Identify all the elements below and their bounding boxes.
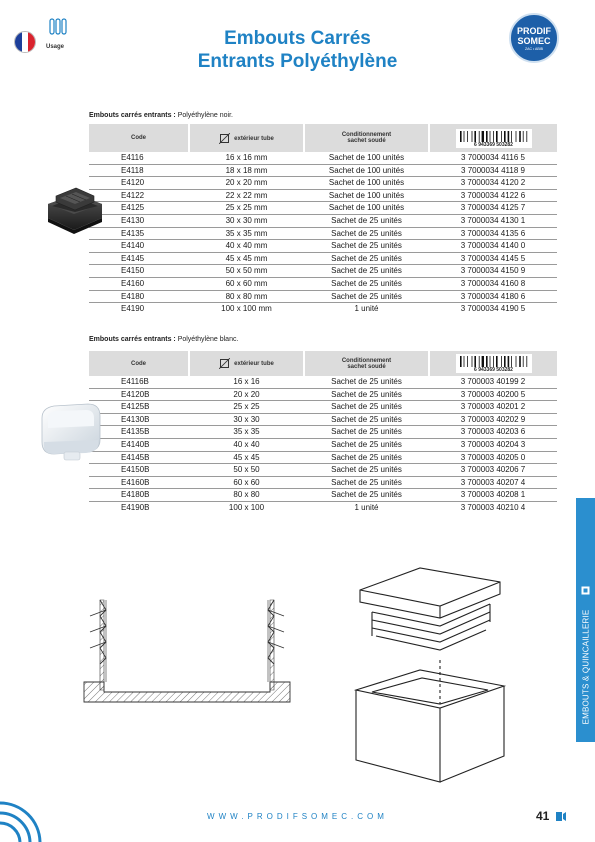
code-cell: E4130 xyxy=(89,214,189,227)
pack-cell: Sachet de 25 unités xyxy=(304,438,429,451)
code-cell: E4125B xyxy=(89,401,189,414)
pack-cell: Sachet de 25 unités xyxy=(304,290,429,303)
code-cell: E4180B xyxy=(89,489,189,502)
size-cell: 18 x 18 mm xyxy=(189,164,304,177)
size-cell: 20 x 20 xyxy=(189,388,304,401)
col-header-cond-line2: sachet soudé xyxy=(347,138,386,144)
section-heading-rest: Polyéthylène blanc. xyxy=(175,336,239,343)
size-cell: 100 x 100 xyxy=(228,502,265,512)
code-cell: E4145B xyxy=(89,451,189,464)
table-row xyxy=(89,177,557,190)
ean-cell: 3 700003 40204 3 xyxy=(429,438,557,451)
size-cell: 35 x 35 xyxy=(189,426,304,439)
size-cell: 30 x 30 xyxy=(189,413,304,426)
ean-cell: 3 700003 40203 6 xyxy=(429,426,557,439)
tube-outer-icon xyxy=(219,133,230,144)
pack-cell: Sachet de 100 unités xyxy=(304,164,429,177)
ean-cell: 3 700003 40200 5 xyxy=(429,388,557,401)
size-cell: 80 x 80 xyxy=(189,489,304,502)
size-cell: 16 x 16 mm xyxy=(189,152,304,164)
code-cell: E4135 xyxy=(89,227,189,240)
logo-line2: SOMEC xyxy=(517,36,551,46)
section-heading-bold: Embouts carrés entrants : xyxy=(89,112,176,119)
page-marker-icon xyxy=(556,812,566,821)
code-cell: E4140 xyxy=(89,240,189,253)
code-cell: E4118 xyxy=(89,164,189,177)
size-cell: 25 x 25 xyxy=(189,401,304,414)
table-row xyxy=(89,189,557,202)
table-row xyxy=(89,214,557,227)
size-cell: 45 x 45 xyxy=(189,451,304,464)
section-heading-black xyxy=(89,112,233,119)
ean-cell: 3 7000034 4160 8 xyxy=(429,277,557,290)
table-row xyxy=(89,164,557,177)
logo-line3: ZAC • ABIB xyxy=(525,47,543,51)
col-header-tube xyxy=(189,124,304,152)
pack-cell: Sachet de 25 unités xyxy=(304,464,429,477)
pack-cell: Sachet de 25 unités xyxy=(304,489,429,502)
table-row xyxy=(89,413,557,426)
barcode-number: 6 943369 503282 xyxy=(474,367,513,373)
code-cell: E4120B xyxy=(89,388,189,401)
table-row xyxy=(89,501,557,513)
ean-cell: 3 7000034 4125 7 xyxy=(429,202,557,215)
table-row xyxy=(89,476,557,489)
size-cell: 16 x 16 xyxy=(189,376,304,388)
table-row xyxy=(89,401,557,414)
prodif-somec-logo xyxy=(509,13,559,63)
ean-cell: 3 7000034 4150 9 xyxy=(429,265,557,278)
ean-cell: 3 7000034 4190 5 xyxy=(460,304,526,314)
category-side-tab xyxy=(576,498,595,742)
technical-drawings xyxy=(60,560,530,790)
table-row xyxy=(89,290,557,303)
section-heading-white xyxy=(89,336,238,343)
exploded-3d-drawing xyxy=(356,568,504,782)
ean-cell: 3 7000034 4122 6 xyxy=(429,189,557,202)
pack-cell: 1 unité xyxy=(354,502,379,512)
tube-outer-icon xyxy=(219,358,230,369)
table-row xyxy=(89,277,557,290)
pack-cell: Sachet de 100 unités xyxy=(304,189,429,202)
section-heading-rest: Polyéthylène noir. xyxy=(175,112,233,119)
size-cell: 60 x 60 xyxy=(189,476,304,489)
size-cell: 45 x 45 mm xyxy=(189,252,304,265)
size-cell: 100 x 100 mm xyxy=(221,304,272,314)
pack-cell: Sachet de 25 unités xyxy=(304,401,429,414)
ean-cell: 3 700003 40199 2 xyxy=(429,376,557,388)
col-header-tube xyxy=(189,351,304,376)
pack-cell: Sachet de 25 unités xyxy=(304,388,429,401)
pack-cell: 1 unité xyxy=(354,304,379,314)
code-cell: E4116B xyxy=(89,376,189,388)
barcode-number: 6 943369 503282 xyxy=(474,141,513,148)
barcode-icon xyxy=(456,129,532,148)
ean-cell: 3 700003 40202 9 xyxy=(429,413,557,426)
category-label: EMBOUTS & QUINCAILLERIE xyxy=(581,609,590,725)
table-row xyxy=(89,464,557,477)
table-row xyxy=(89,376,557,388)
ean-cell: 3 7000034 4120 2 xyxy=(429,177,557,190)
ean-cell: 3 700003 40206 7 xyxy=(429,464,557,477)
pack-cell: Sachet de 25 unités xyxy=(304,451,429,464)
size-cell: 35 x 35 mm xyxy=(189,227,304,240)
col-header-code: Code xyxy=(89,124,189,152)
code-cell: E4180 xyxy=(89,290,189,303)
ean-cell: 3 7000034 4140 0 xyxy=(429,240,557,253)
code-cell: E4116 xyxy=(89,152,189,164)
ean-cell: 3 700003 40210 4 xyxy=(460,502,526,512)
pack-cell: Sachet de 25 unités xyxy=(304,426,429,439)
code-cell: E4122 xyxy=(89,189,189,202)
ean-cell: 3 700003 40205 0 xyxy=(429,451,557,464)
size-cell: 60 x 60 mm xyxy=(189,277,304,290)
table-row xyxy=(89,426,557,439)
table-row xyxy=(89,438,557,451)
col-header-code: Code xyxy=(89,351,189,376)
code-cell: E4150 xyxy=(89,265,189,278)
white-end-cap-photo xyxy=(36,396,106,466)
code-cell: E4140B xyxy=(89,438,189,451)
table-row xyxy=(89,227,557,240)
size-cell: 50 x 50 mm xyxy=(189,265,304,278)
usage-label: Usage xyxy=(46,44,65,50)
size-cell: 80 x 80 mm xyxy=(189,290,304,303)
table-row xyxy=(89,240,557,253)
ean-cell: 3 700003 40208 1 xyxy=(429,489,557,502)
category-icon xyxy=(581,586,590,595)
col-header-tube-label: extérieur tube xyxy=(234,135,274,142)
pack-cell: Sachet de 25 unités xyxy=(304,265,429,278)
code-cell: E4120 xyxy=(89,177,189,190)
ean-cell: 3 7000034 4130 1 xyxy=(429,214,557,227)
black-end-cap-photo xyxy=(40,178,106,246)
product-table-white xyxy=(89,351,557,514)
table-row xyxy=(89,252,557,265)
ean-cell: 3 700003 40201 2 xyxy=(429,401,557,414)
size-cell: 22 x 22 mm xyxy=(189,189,304,202)
size-cell: 25 x 25 mm xyxy=(189,202,304,215)
table-row xyxy=(89,451,557,464)
table-row xyxy=(89,202,557,215)
col-header-conditionnement xyxy=(304,124,429,152)
table-row xyxy=(89,152,557,164)
logo-line1: PRODIF xyxy=(516,26,551,36)
code-cell: E4130B xyxy=(89,413,189,426)
code-cell: E4160 xyxy=(89,277,189,290)
pack-cell: Sachet de 25 unités xyxy=(304,376,429,388)
table-row xyxy=(89,388,557,401)
page-title-line2: Entrants Polyéthylène xyxy=(197,51,398,72)
col-header-cond-line1: Conditionnement xyxy=(341,357,392,364)
col-header-barcode xyxy=(429,124,557,152)
code-cell: E4160B xyxy=(89,476,189,489)
pack-cell: Sachet de 25 unités xyxy=(304,277,429,290)
website-link[interactable]: WWW.PRODIFSOMEC.COM xyxy=(207,812,388,821)
pack-cell: Sachet de 100 unités xyxy=(304,152,429,164)
barcode-icon xyxy=(456,354,532,373)
pack-cell: Sachet de 25 unités xyxy=(304,214,429,227)
col-header-cond-line2: sachet soudé xyxy=(347,363,386,370)
col-header-tube-label: extérieur tube xyxy=(234,361,274,368)
ean-cell: 3 7000034 4180 6 xyxy=(429,290,557,303)
pack-cell: Sachet de 100 unités xyxy=(304,177,429,190)
ean-cell: 3 7000034 4135 6 xyxy=(429,227,557,240)
code-cell: E4190B xyxy=(121,502,150,512)
ean-cell: 3 7000034 4145 5 xyxy=(429,252,557,265)
page-title-line1: Embouts Carrés xyxy=(224,28,371,49)
code-cell: E4145 xyxy=(89,252,189,265)
code-cell: E4135B xyxy=(89,426,189,439)
pack-cell: Sachet de 100 unités xyxy=(304,202,429,215)
table-row xyxy=(89,265,557,278)
size-cell: 20 x 20 mm xyxy=(189,177,304,190)
pack-cell: Sachet de 25 unités xyxy=(304,476,429,489)
ean-cell: 3 7000034 4116 5 xyxy=(429,152,557,164)
col-header-barcode xyxy=(429,351,557,376)
pack-cell: Sachet de 25 unités xyxy=(304,252,429,265)
page-number: 41 xyxy=(536,809,550,823)
size-cell: 40 x 40 xyxy=(189,438,304,451)
pack-cell: Sachet de 25 unités xyxy=(304,240,429,253)
size-cell: 30 x 30 mm xyxy=(189,214,304,227)
table-row xyxy=(89,489,557,502)
cross-section-drawing xyxy=(84,600,290,702)
col-header-cond-line1: Conditionnement xyxy=(341,132,392,138)
table-row xyxy=(89,303,557,315)
code-cell: E4150B xyxy=(89,464,189,477)
code-cell: E4190 xyxy=(121,304,145,314)
pack-cell: Sachet de 25 unités xyxy=(304,227,429,240)
col-header-conditionnement xyxy=(304,351,429,376)
size-cell: 40 x 40 mm xyxy=(189,240,304,253)
product-table-black xyxy=(89,124,557,315)
section-heading-bold: Embouts carrés entrants : xyxy=(89,336,176,343)
ean-cell: 3 700003 40207 4 xyxy=(429,476,557,489)
code-cell: E4125 xyxy=(89,202,189,215)
size-cell: 50 x 50 xyxy=(189,464,304,477)
ean-cell: 3 7000034 4118 9 xyxy=(429,164,557,177)
pack-cell: Sachet de 25 unités xyxy=(304,413,429,426)
